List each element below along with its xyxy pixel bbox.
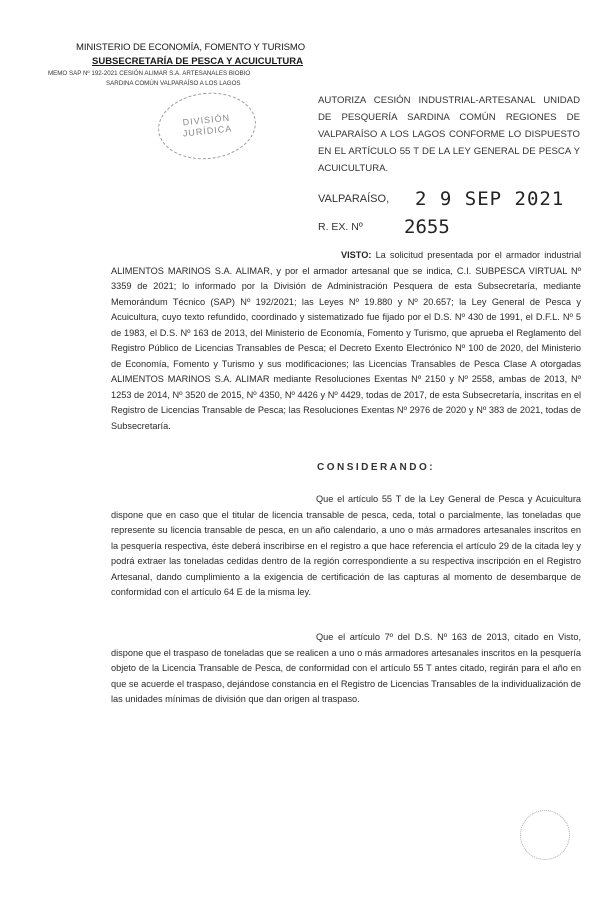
considerando-title: CONSIDERANDO: — [317, 462, 436, 473]
resolution-number: 2655 — [404, 216, 450, 238]
page-seal-stamp — [511, 801, 579, 869]
visto-label: VISTO: — [341, 250, 372, 260]
issue-date: 2 9 SEP 2021 — [415, 188, 565, 210]
stamp-line-1: DIVISIÓN — [182, 112, 231, 128]
stamp-line-2: JURÍDICA — [182, 123, 233, 139]
subsecretaria-name: SUBSECRETARÍA DE PESCA Y ACUICULTURA — [92, 56, 303, 67]
considerando-paragraph-2: Que el artículo 7º del D.S. Nº 163 de 2013, citado en Visto, dispone que el traspaso de toneladas que se realicen a uno o más armadores artesanales inscritos en la pesquería objeto de la Licencia Transable de Pesca, de conformidad con el artículo 55 T antes citado, regirán para el año en que se acuerde el traspaso, dejándose constancia en el Registro de Licencias Transables de la individualización de las unidades mínimas de división que dan origen al traspaso. — [111, 632, 581, 704]
division-juridica-stamp — [155, 88, 259, 164]
memo-reference-line-1: MEMO SAP Nº 192-2021 CESIÓN ALIMAR S.A. ARTESANALES BIOBIO — [48, 70, 251, 77]
ministry-name: MINISTERIO DE ECONOMÍA, FOMENTO Y TURISMO — [76, 42, 306, 53]
resolution-subject: AUTORIZA CESIÓN INDUSTRIAL-ARTESANAL UNIDAD DE PESQUERÍA SARDINA COMÚN REGIONES DE VALPARAÍSO A LOS LAGOS CONFORME LO DISPUESTO EN EL ARTÍCULO 55 T DE LA LEY GENERAL DE PESCA Y ACUICULTURA. — [318, 95, 580, 174]
considerando-paragraph-1: Que el artículo 55 T de la Ley General de Pesca y Acuicultura dispone que en caso que el titular de licencia transable de pesca, ceda, total o parcialmente, las toneladas que represente su licencia transable de pesca, en un año calendario, a uno o más armadores artesanales inscritos en la pesquería respectiva, éste deberá inscribirse en el registro a que hace referencia el artículo 29 de la citada ley y podrá extraer las toneladas cedidas dentro de la región correspondiente a su respectiva inscripción en el Registro Artesanal, dando cumplimiento a la exigencia de certificación de las capturas al momento de desembarque de conformidad con el artículo 64 E de la misma ley. — [111, 494, 581, 597]
memo-reference-line-2: SARDINA COMÚN VALPARAÍSO A LOS LAGOS — [106, 80, 241, 87]
issue-place: VALPARAÍSO, — [318, 193, 390, 205]
visto-text: La solicitud presentada por el armador industrial ALIMENTOS MARINOS S.A. ALIMAR, y por el armador artesanal que se indica, C.I. SUBPESCA VIRTUAL Nº 3359 de 2021; lo informado por la División de Administración Pesquera de esta Subsecretaría, mediante Memorándum Técnico (SAP) Nº 192/2021; las Leyes Nº 19.880 y Nº 20.657; la Ley General de Pesca y Acuicultura, cuyo texto refundido, coordinado y sistematizado fue fijado por el D.S. Nº 430 de 1991, el D.F.L. Nº 5 de 1983, el D.S. Nº 163 de 2013, del Ministerio de Economía, Fomento y Turismo, que aprueba el Reglamento del Registro Público de Licencias Transables de Pesca; el Decreto Exento Electrónico Nº 100 de 2020, del Ministerio de Economía, Fomento y Turismo y sus modificaciones; las Licencias Transables de Pesca Clase A otorgadas ALIMENTOS MARINOS S.A. ALIMAR mediante Resoluciones Exentas Nº 2150 y Nº 2558, ambas de 2013, Nº 1253 de 2014, Nº 3520 de 2015, Nº 4350, Nº 4426 y Nº 4429, todas de 2017, de esta Subsecretaría, inscritas en el Registro de Licencias Transable de Pesca; las Resoluciones Exentas Nº 2976 de 2020 y Nº 383 de 2021, todas de Subsecretaría. — [111, 250, 581, 431]
resolution-number-label: R. EX. Nº — [318, 221, 363, 233]
visto-paragraph — [111, 248, 581, 434]
